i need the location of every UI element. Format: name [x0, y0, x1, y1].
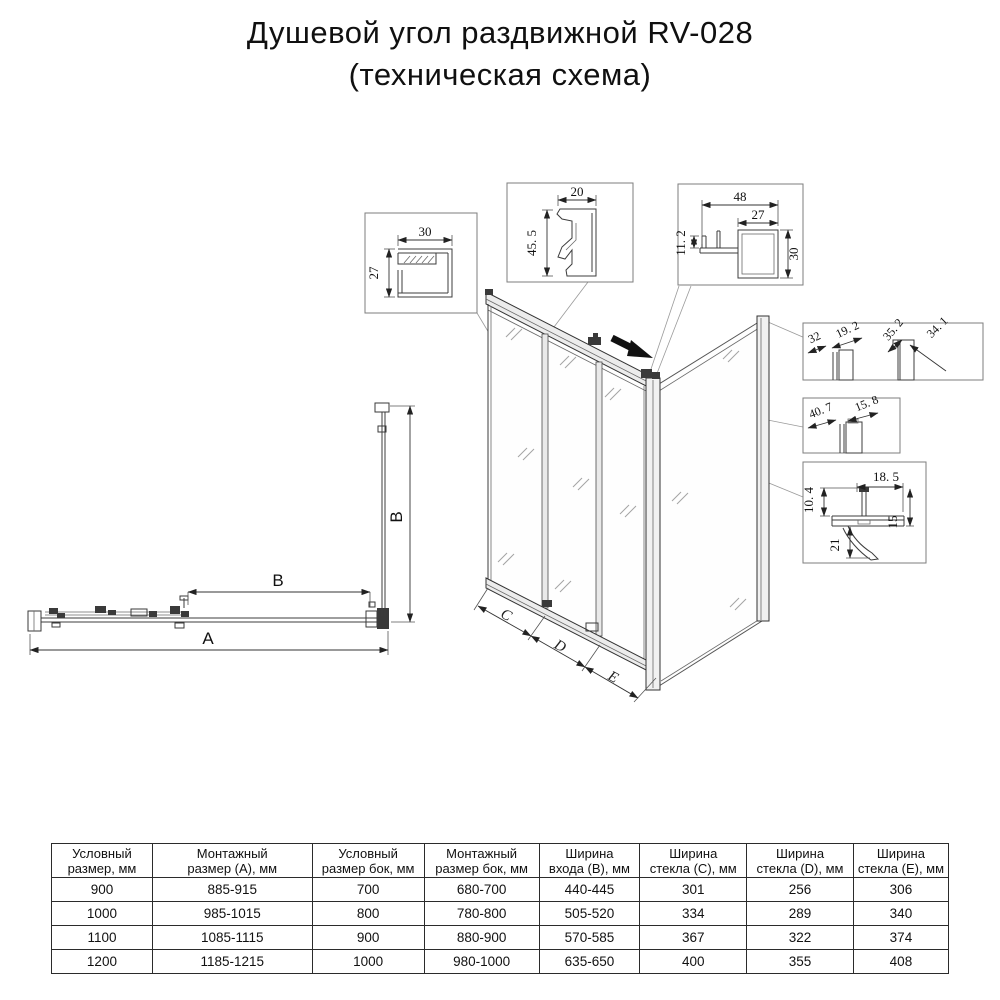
title-line1: Душевой угол раздвижной RV-028 [246, 15, 754, 50]
main-isometric-view [474, 289, 769, 702]
col-header-nominal-side: Условный размер бок, мм [312, 844, 424, 878]
side-wall-profile [757, 316, 769, 621]
bottom-guide-1 [542, 600, 552, 607]
dim-gap-19-2: 19. 2 [833, 317, 862, 341]
side-glass-panel [659, 320, 762, 686]
top-roller [588, 337, 601, 345]
size-table [51, 843, 949, 974]
dim-gap-34-1: 34. 1 [923, 313, 951, 341]
dim-wall-height: 27 [366, 266, 381, 280]
dim-corner-width: 48 [733, 189, 747, 204]
table-row: 1200 1185-1215 1000 980-1000 635-650 400 355 408 [52, 950, 949, 974]
rail-end-cap [28, 611, 41, 631]
detail-top-rail-profile [507, 183, 633, 282]
dim-rail-height: 45. 5 [524, 230, 539, 256]
col-header-glass-d: Ширина стекла (D), мм [747, 844, 854, 878]
col-header-glass-e: Ширина стекла (Е), мм [853, 844, 948, 878]
table-header-row [52, 844, 949, 878]
detail-corner-profile [673, 184, 803, 285]
col-header-entrance-b: Ширина входа (В), мм [539, 844, 640, 878]
col-header-mounting-size-a: Монтажный размер (А), мм [152, 844, 312, 878]
dim-corner-left-height: 11. 2 [673, 230, 688, 256]
col-header-mounting-side: Монтажный размер бок, мм [424, 844, 539, 878]
table-row: 900 885-915 700 680-700 440-445 301 256 306 [52, 878, 949, 902]
label-dim-b-front: B [272, 571, 284, 590]
dim-rail-width: 20 [570, 184, 584, 199]
mullion-1 [542, 334, 548, 608]
mullion-2 [596, 362, 602, 636]
detail-glass-gaps [803, 314, 983, 380]
dim-corner-right-height: 30 [786, 247, 801, 261]
table-row: 1100 1085-1115 900 880-900 570-585 367 322 374 [52, 926, 949, 950]
detail-door-overlap [803, 392, 900, 453]
label-glass-e: E [605, 668, 621, 687]
label-dim-b-side: B [387, 511, 406, 523]
label-glass-d: D [551, 636, 569, 657]
table-row: 1000 985-1015 800 780-800 505-520 334 289 340 [52, 902, 949, 926]
detail-wall-profile [365, 213, 477, 313]
dim-overlap-15-8: 15. 8 [852, 392, 881, 415]
dim-bottom-10-4: 10. 4 [801, 487, 816, 513]
dim-bottom-21: 21 [827, 538, 842, 552]
detail-bottom-rail-profile [801, 462, 926, 563]
label-glass-c: C [497, 606, 515, 625]
corner-connector [366, 611, 377, 627]
title-line2: (техническая схема) [348, 57, 652, 92]
dim-gap-32: 32 [805, 328, 823, 347]
dim-corner-inner: 27 [751, 207, 765, 222]
dim-overlap-40-7: 40. 7 [806, 399, 835, 422]
corner-bracket [641, 369, 652, 378]
col-header-nominal-size: Условный размер, мм [52, 844, 153, 878]
dim-wall-width: 30 [418, 224, 432, 239]
dim-gap-35-2: 35. 2 [879, 315, 907, 344]
label-dim-a: A [202, 629, 214, 648]
dim-bottom-15: 15 [885, 515, 900, 529]
dim-bottom-18-5: 18. 5 [873, 469, 899, 484]
col-header-glass-c: Ширина стекла (С), мм [640, 844, 747, 878]
side-panel-plan [375, 403, 389, 616]
plan-view [28, 403, 415, 655]
slide-direction-arrow [612, 338, 653, 358]
